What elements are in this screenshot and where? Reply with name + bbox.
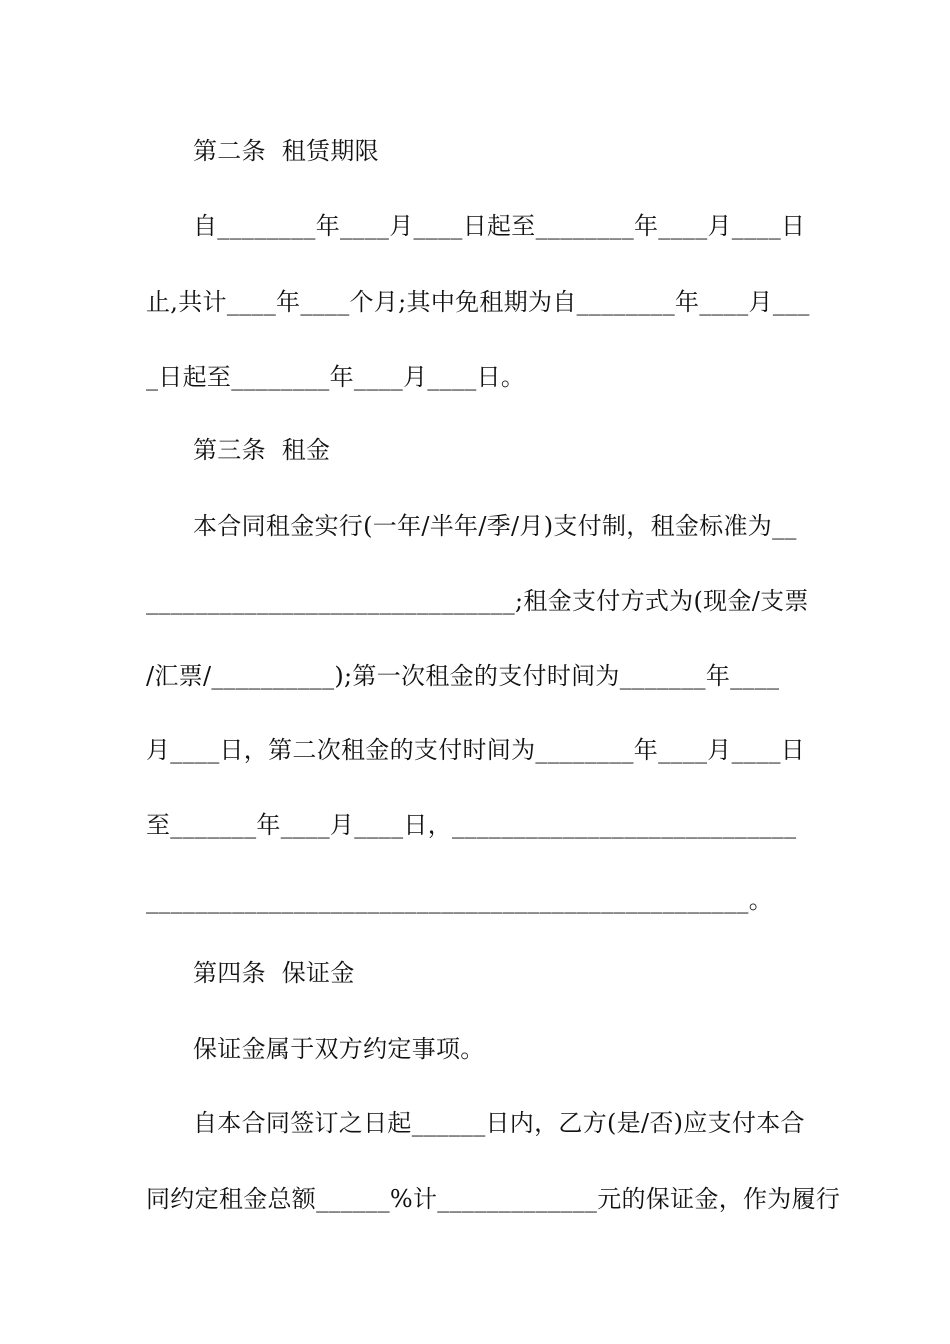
rent-line-2: ______________________________;租金支付方式为(现金/支票	[146, 587, 809, 615]
lease-term-line-3: _日起至________年____月____日。	[146, 363, 526, 391]
deposit-line-1: 保证金属于双方约定事项。	[193, 1035, 485, 1063]
deposit-line-2: 自本合同签订之日起______日内，乙方(是/否)应支付本合	[193, 1109, 805, 1137]
lease-term-line-1: 自________年____月____日起至________年____月____日	[193, 212, 806, 240]
deposit-line-3: 同约定租金总额______%计_____________元的保证金，作为履行	[146, 1185, 841, 1213]
lease-term-line-2: 止,共计____年____个月;其中免租期为自________年____月___	[146, 288, 810, 316]
rent-line-6: _________________________________________________。	[146, 886, 773, 914]
rent-line-5: 至_______年____月____日，____________________________	[146, 811, 797, 839]
article-2-heading: 第二条 租赁期限	[193, 137, 379, 165]
rent-line-1: 本合同租金实行(一年/半年/季/月)支付制，租金标准为__	[193, 512, 797, 540]
article-4-heading: 第四条 保证金	[193, 959, 355, 987]
rent-line-3: /汇票/__________);第一次租金的支付时间为_______年____	[146, 662, 780, 690]
rent-line-4: 月____日，第二次租金的支付时间为________年____月____日	[146, 736, 806, 764]
article-3-heading: 第三条 租金	[193, 436, 331, 464]
